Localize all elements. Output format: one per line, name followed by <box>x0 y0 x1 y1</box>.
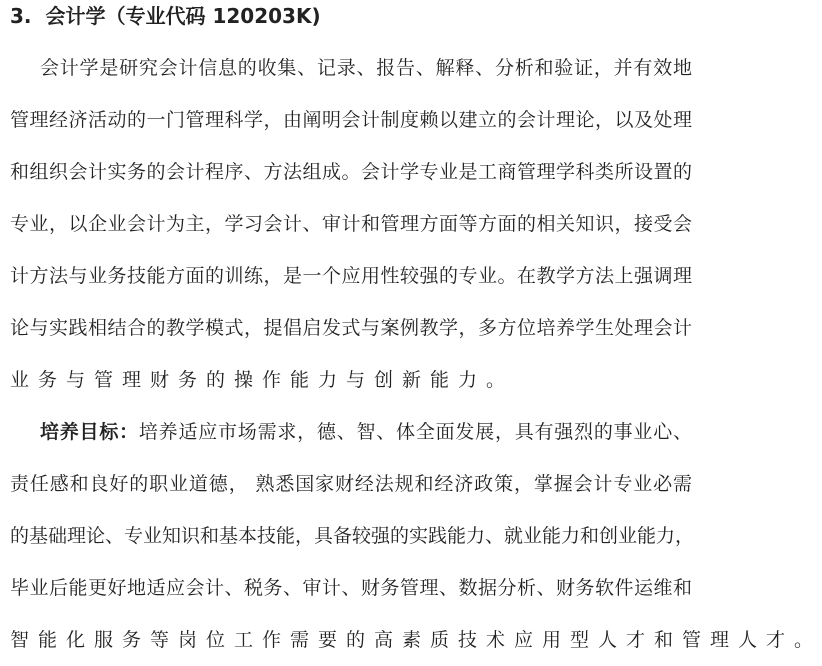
goals-text: 培养适应市场需求，德、智、体全面发展，具有强烈的事业心、 <box>138 421 692 443</box>
text-line: 管理经济活动的一门管理科学，由阐明会计制度赖以建立的会计理论，以及处理 <box>10 109 692 131</box>
text-line: 责任感和良好的职业道德， 熟悉国家财经法规和经济政策，掌握会计专业必需 <box>10 473 692 495</box>
text-line: 论与实践相结合的教学模式，提倡启发式与案例教学，多方位培养学生处理会计 <box>10 317 692 339</box>
text-line: 业务与管理财务的操作能力与创新能力。 <box>10 369 515 391</box>
text-line: 和组织会计实务的会计程序、方法组成。会计学专业是工商管理学科类所设置的 <box>10 161 692 183</box>
text-line: 智能化服务等岗位工作需要的高素质技术应用型人才和管理人才。 <box>10 629 822 651</box>
text-line: 专业，以企业会计为主，学习会计、审计和管理方面等方面的相关知识，接受会 <box>10 213 692 235</box>
text-line <box>10 406 692 458</box>
intro-paragraph <box>10 42 692 406</box>
goals-paragraph <box>10 406 822 666</box>
text-line: 的基础理论、专业知识和基本技能，具备较强的实践能力、就业能力和创业能力， <box>10 525 695 547</box>
text-line: 计方法与业务技能方面的训练，是一个应用性较强的专业。在教学方法上强调理 <box>10 265 692 287</box>
text-line: 会计学是研究会计信息的收集、记录、报告、解释、分析和验证，并有效地 <box>40 57 692 79</box>
goals-label: 培养目标： <box>40 421 139 443</box>
section-number: 3. <box>10 4 32 28</box>
section-title: 会计学（专业代码 120203K) <box>45 4 321 28</box>
section-heading <box>10 2 321 30</box>
text-line: 毕业后能更好地适应会计、税务、审计、财务管理、数据分析、财务软件运维和 <box>10 577 692 599</box>
